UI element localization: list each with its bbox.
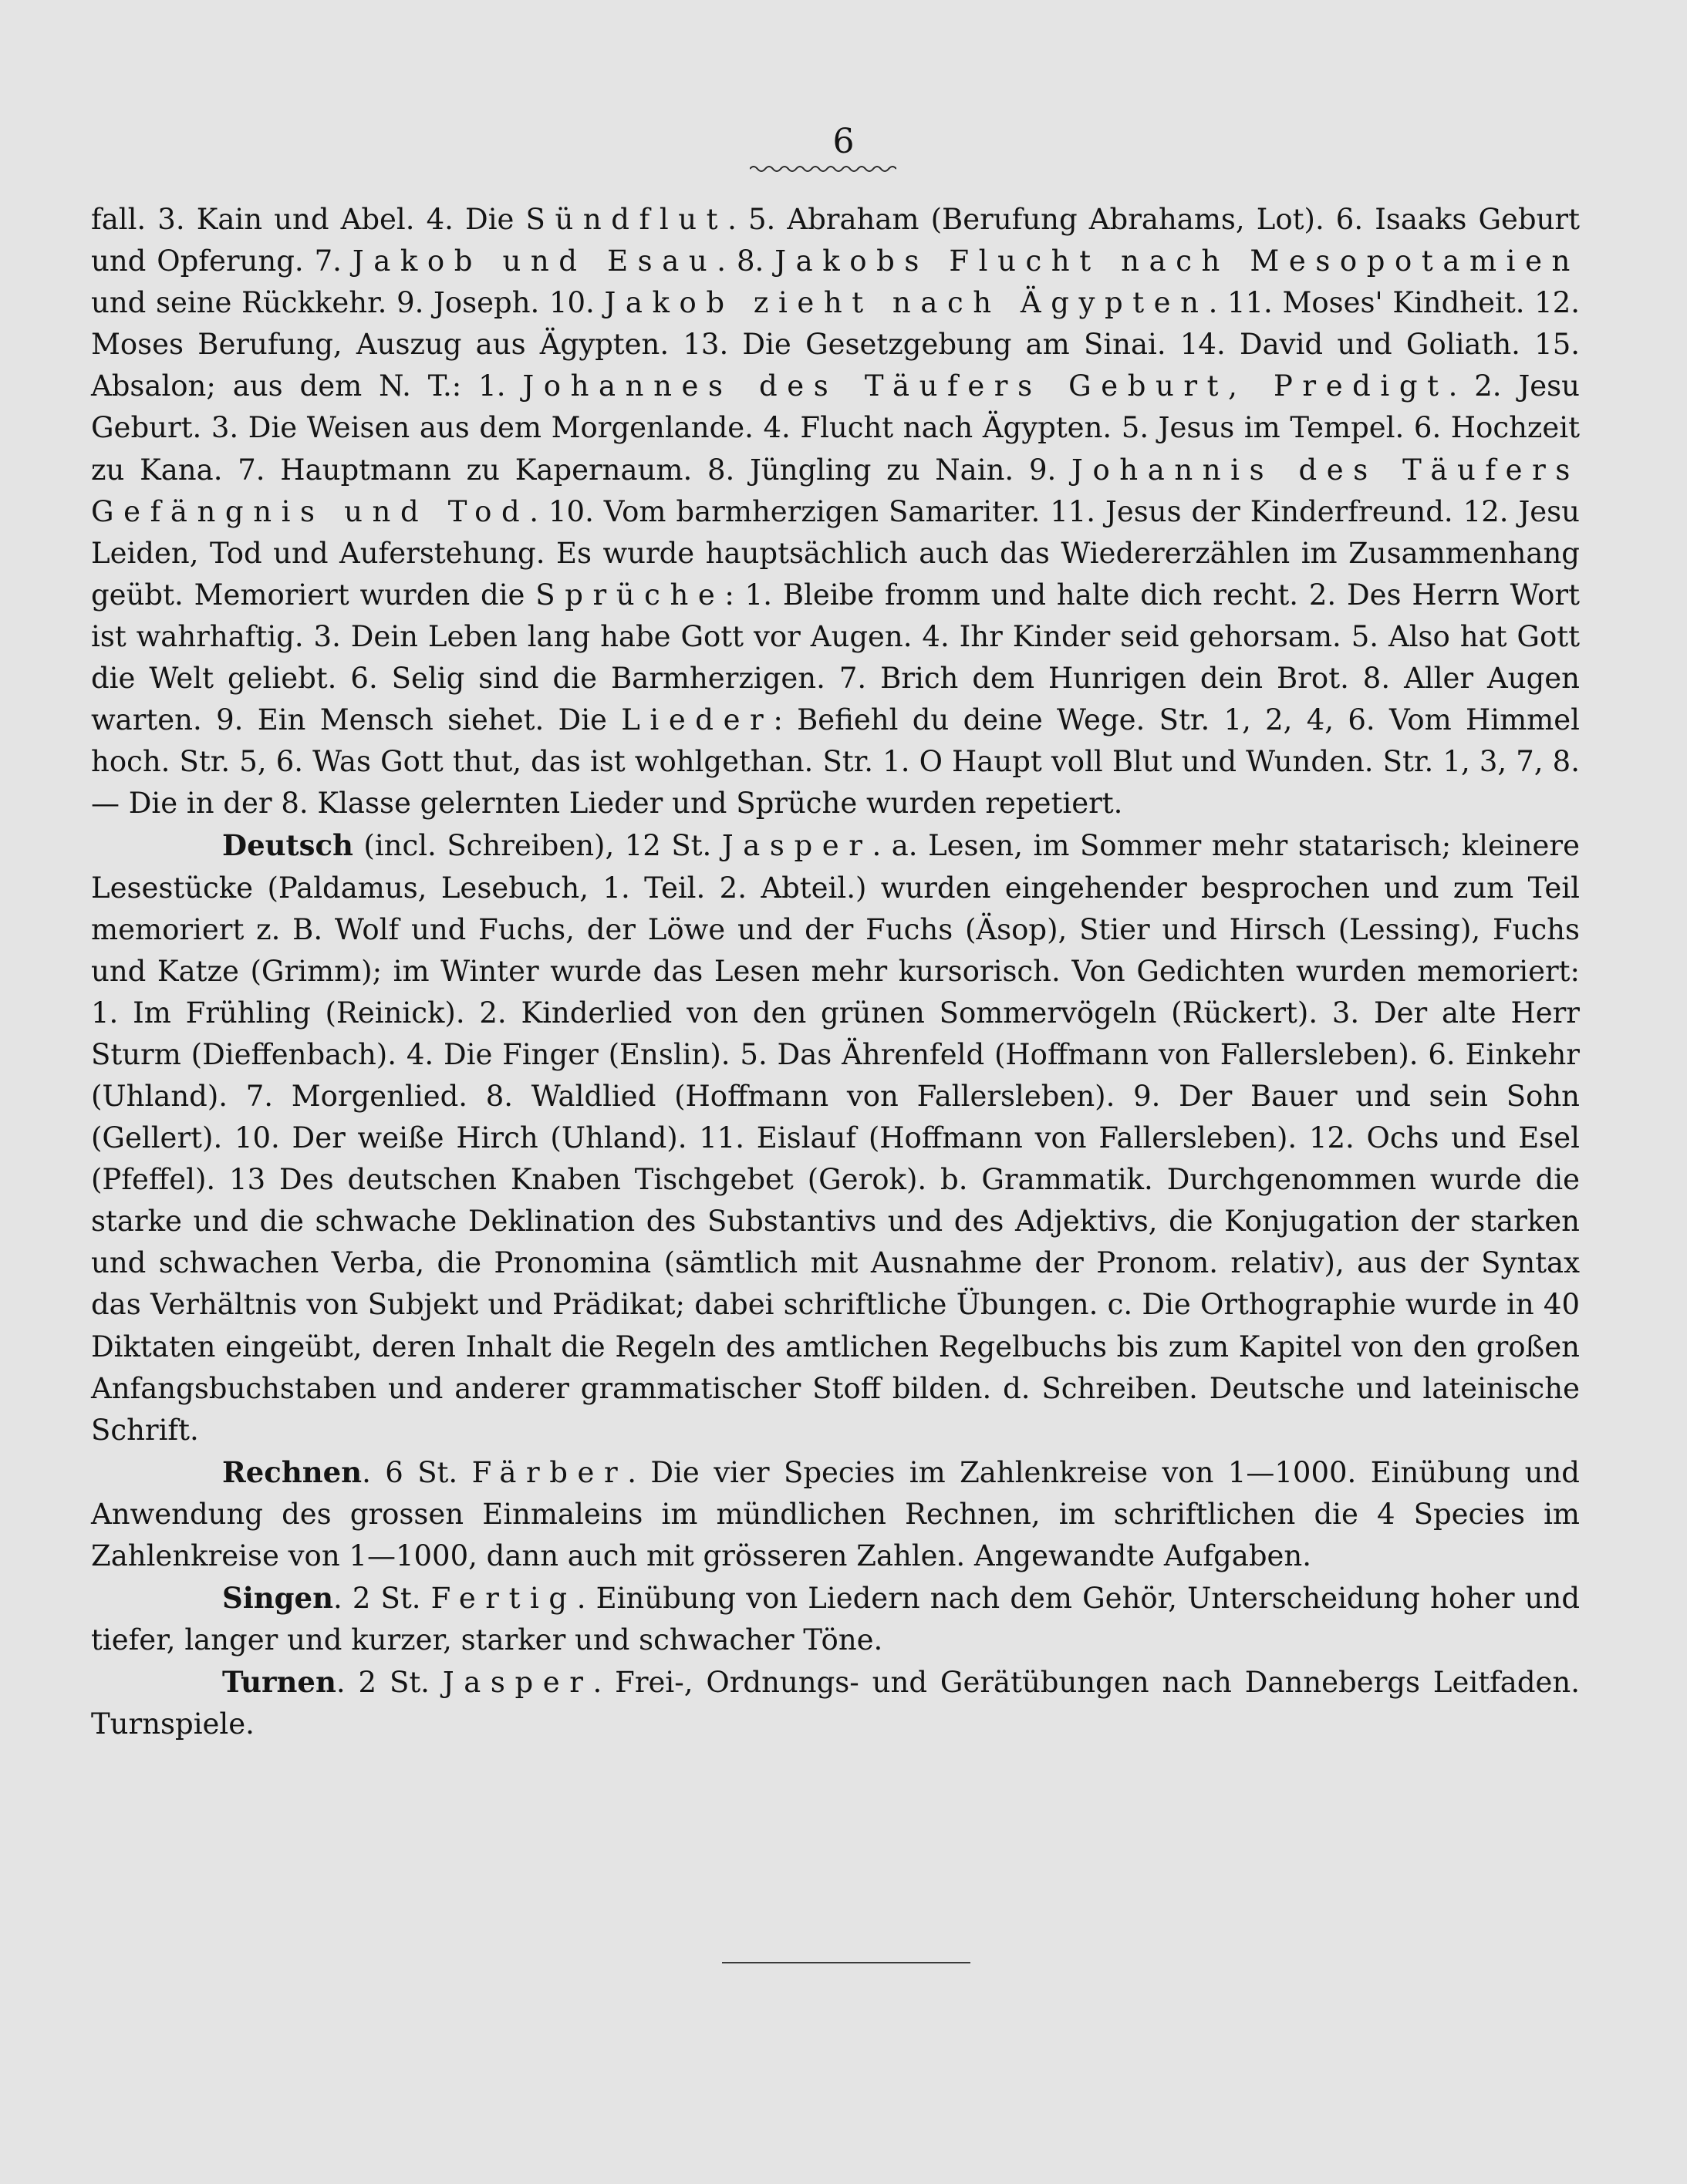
section-heading-rechnen: Rechnen	[222, 1454, 363, 1489]
spaced-text: Jakob zieht nach Ägypten	[604, 286, 1209, 320]
text-run: und seine Rückkehr. 9. Joseph. 10.	[91, 286, 605, 320]
text-run: fall. 3. Kain und Abel. 4. Die	[91, 203, 526, 236]
spaced-text: Jakob und Esau	[352, 244, 717, 278]
text-run: . 2 St.	[336, 1666, 443, 1700]
text-run: . Frei-, Ordnungs- und Gerätübungen nach Dannebergs Leitfaden. Turnspiele.	[91, 1666, 1580, 1741]
text-run: . 6 St.	[362, 1455, 472, 1489]
bottom-divider	[722, 1962, 970, 1963]
paragraph-singen	[91, 1577, 1580, 1661]
text-run: . Einübung von Liedern nach dem Gehör, Unterscheidung hoher und tiefer, langer und kurzer, starker und schwacher Töne.	[91, 1582, 1580, 1657]
text-run: : Befiehl du deine Wege. Str. 1, 2, 4, 6. Vom Himmel hoch. Str. 5, 6. Was Gott thut, das ist wohlgethan. Str. 1. O Haupt voll Blut und Wunden. Str. 1, 3, 7, 8. — Die in der 8. Klasse gelernten Lieder und Sprüche wurden repetiert.	[91, 703, 1580, 821]
paragraph-rechnen	[91, 1451, 1580, 1577]
text-run: . 2 St.	[333, 1582, 431, 1616]
spaced-text: Sprüche	[535, 578, 725, 612]
paragraph-turnen	[91, 1661, 1580, 1745]
text-run: : 1. Bleibe fromm und halte dich recht. 2. Des Herrn Wort ist wahrhaftig. 3. Dein Leben lang habe Gott vor Augen. 4. Ihr Kinder seid gehorsam. 5. Also hat Gott die Welt geliebt. 6. Selig sind die Barmherzigen. 7. Brich dem Hunrigen dein Brot. 8. Aller Augen warten. 9. Ein Mensch siehet. Die	[91, 578, 1580, 737]
text-run: . 2. Jesu Geburt. 3. Die Weisen aus dem Morgenlande. 4. Flucht nach Ägypten. 5. Jesus im Tempel. 6. Hochzeit zu Kana. 7. Hauptmann zu Kapernaum. 8. Jüngling zu Nain. 9.	[91, 369, 1580, 487]
spaced-text: Lieder	[621, 703, 774, 737]
section-heading-turnen: Turnen	[222, 1665, 336, 1700]
paragraph-deutsch	[91, 824, 1580, 1451]
section-heading-singen: Singen	[222, 1581, 333, 1616]
paragraph-religion	[91, 199, 1580, 824]
text-run: . 5. Abraham (Berufung Abrahams, Lot). 6. Isaaks Geburt und Opferung. 7.	[91, 203, 1580, 278]
ornament-wavy-line	[750, 163, 896, 174]
teacher-name: Jasper	[721, 829, 872, 863]
body-text	[91, 199, 1580, 1745]
text-run: . 11. Moses' Kindheit. 12. Moses Berufung, Auszug aus Ägypten. 13. Die Gesetzgebung am Sinai. 14. David und Goliath. 15. Absalon; aus dem N. T.: 1.	[91, 286, 1580, 403]
teacher-name: Jasper	[442, 1666, 593, 1700]
spaced-text: Jakobs Flucht nach Mesopotamien	[774, 244, 1580, 278]
text-run: (incl. Schreiben), 12 St.	[353, 829, 722, 863]
teacher-name: Fertig	[430, 1582, 577, 1616]
teacher-name: Färber	[471, 1455, 628, 1489]
page-number: 6	[832, 122, 855, 161]
section-heading-deutsch: Deutsch	[222, 828, 353, 863]
spaced-text: Johannis des Täufers Gefängnis und Tod	[91, 453, 1580, 528]
text-run: . 8.	[717, 244, 775, 278]
text-run: . a. Lesen, im Sommer mehr statarisch; kleinere Lesestücke (Paldamus, Lesebuch, 1. Teil. 2. Abteil.) wurden eingehender besprochen und zum Teil memoriert z. B. Wolf und Fuchs, der Löwe und der Fuchs (Äsop), Stier und Hirsch (Lessing), Fuchs und Katze (Grimm); im Winter wurde das Lesen mehr kursorisch. Von Gedichten wurden memoriert: 1. Im Frühling (Reinick). 2. Kinderlied von den grünen Sommervögeln (Rückert). 3. Der alte Herr Sturm (Dieffenbach). 4. Die Finger (Enslin). 5. Das Ährenfeld (Hoffmann von Fallersleben). 6. Einkehr (Uhland). 7. Morgenlied. 8. Waldlied (Hoffmann von Fallersleben). 9. Der Bauer und sein Sohn (Gellert). 10. Der weiße Hirch (Uhland). 11. Eislauf (Hoffmann von Fallersleben). 12. Ochs und Esel (Pfeffel). 13 Des deutschen Knaben Tischgebet (Gerok). b. Grammatik. Durchgenommen wurde die starke und die schwache Deklination des Substantivs und des Adjektivs, die Konjugation der starken und schwachen Verba, die Pronomina (sämtlich mit Ausnahme der Pronom. relativ), aus der Syntax das Verhältnis von Subjekt und Prädikat; dabei schriftliche Übungen. c. Die Orthographie wurde in 40 Diktaten eingeübt, deren Inhalt die Regeln des amtlichen Regelbuchs bis zum Kapitel von den großen Anfangsbuchstaben und anderer grammatischer Stoff bilden. d. Schreiben. Deutsche und lateinische Schrift.	[91, 829, 1580, 1447]
text-run: . Die vier Species im Zahlenkreise von 1—1000. Einübung und Anwendung des grossen Einmaleins im mündlichen Rechnen, im schriftlichen die 4 Species im Zahlenkreise von 1—1000, dann auch mit grösseren Zahlen. Angewandte Aufgaben.	[91, 1455, 1580, 1572]
spaced-text: Sündflut	[525, 203, 728, 236]
spaced-text: Johannes des Täufers Geburt, Predigt	[522, 369, 1449, 403]
text-run: . 10. Vom barmherzigen Samariter. 11. Jesus der Kinderfreund. 12. Jesu Leiden, Tod und Auferstehung. Es wurde hauptsächlich auch das Wiedererzählen im Zusammenhang geübt. Memoriert wurden die	[91, 494, 1580, 612]
